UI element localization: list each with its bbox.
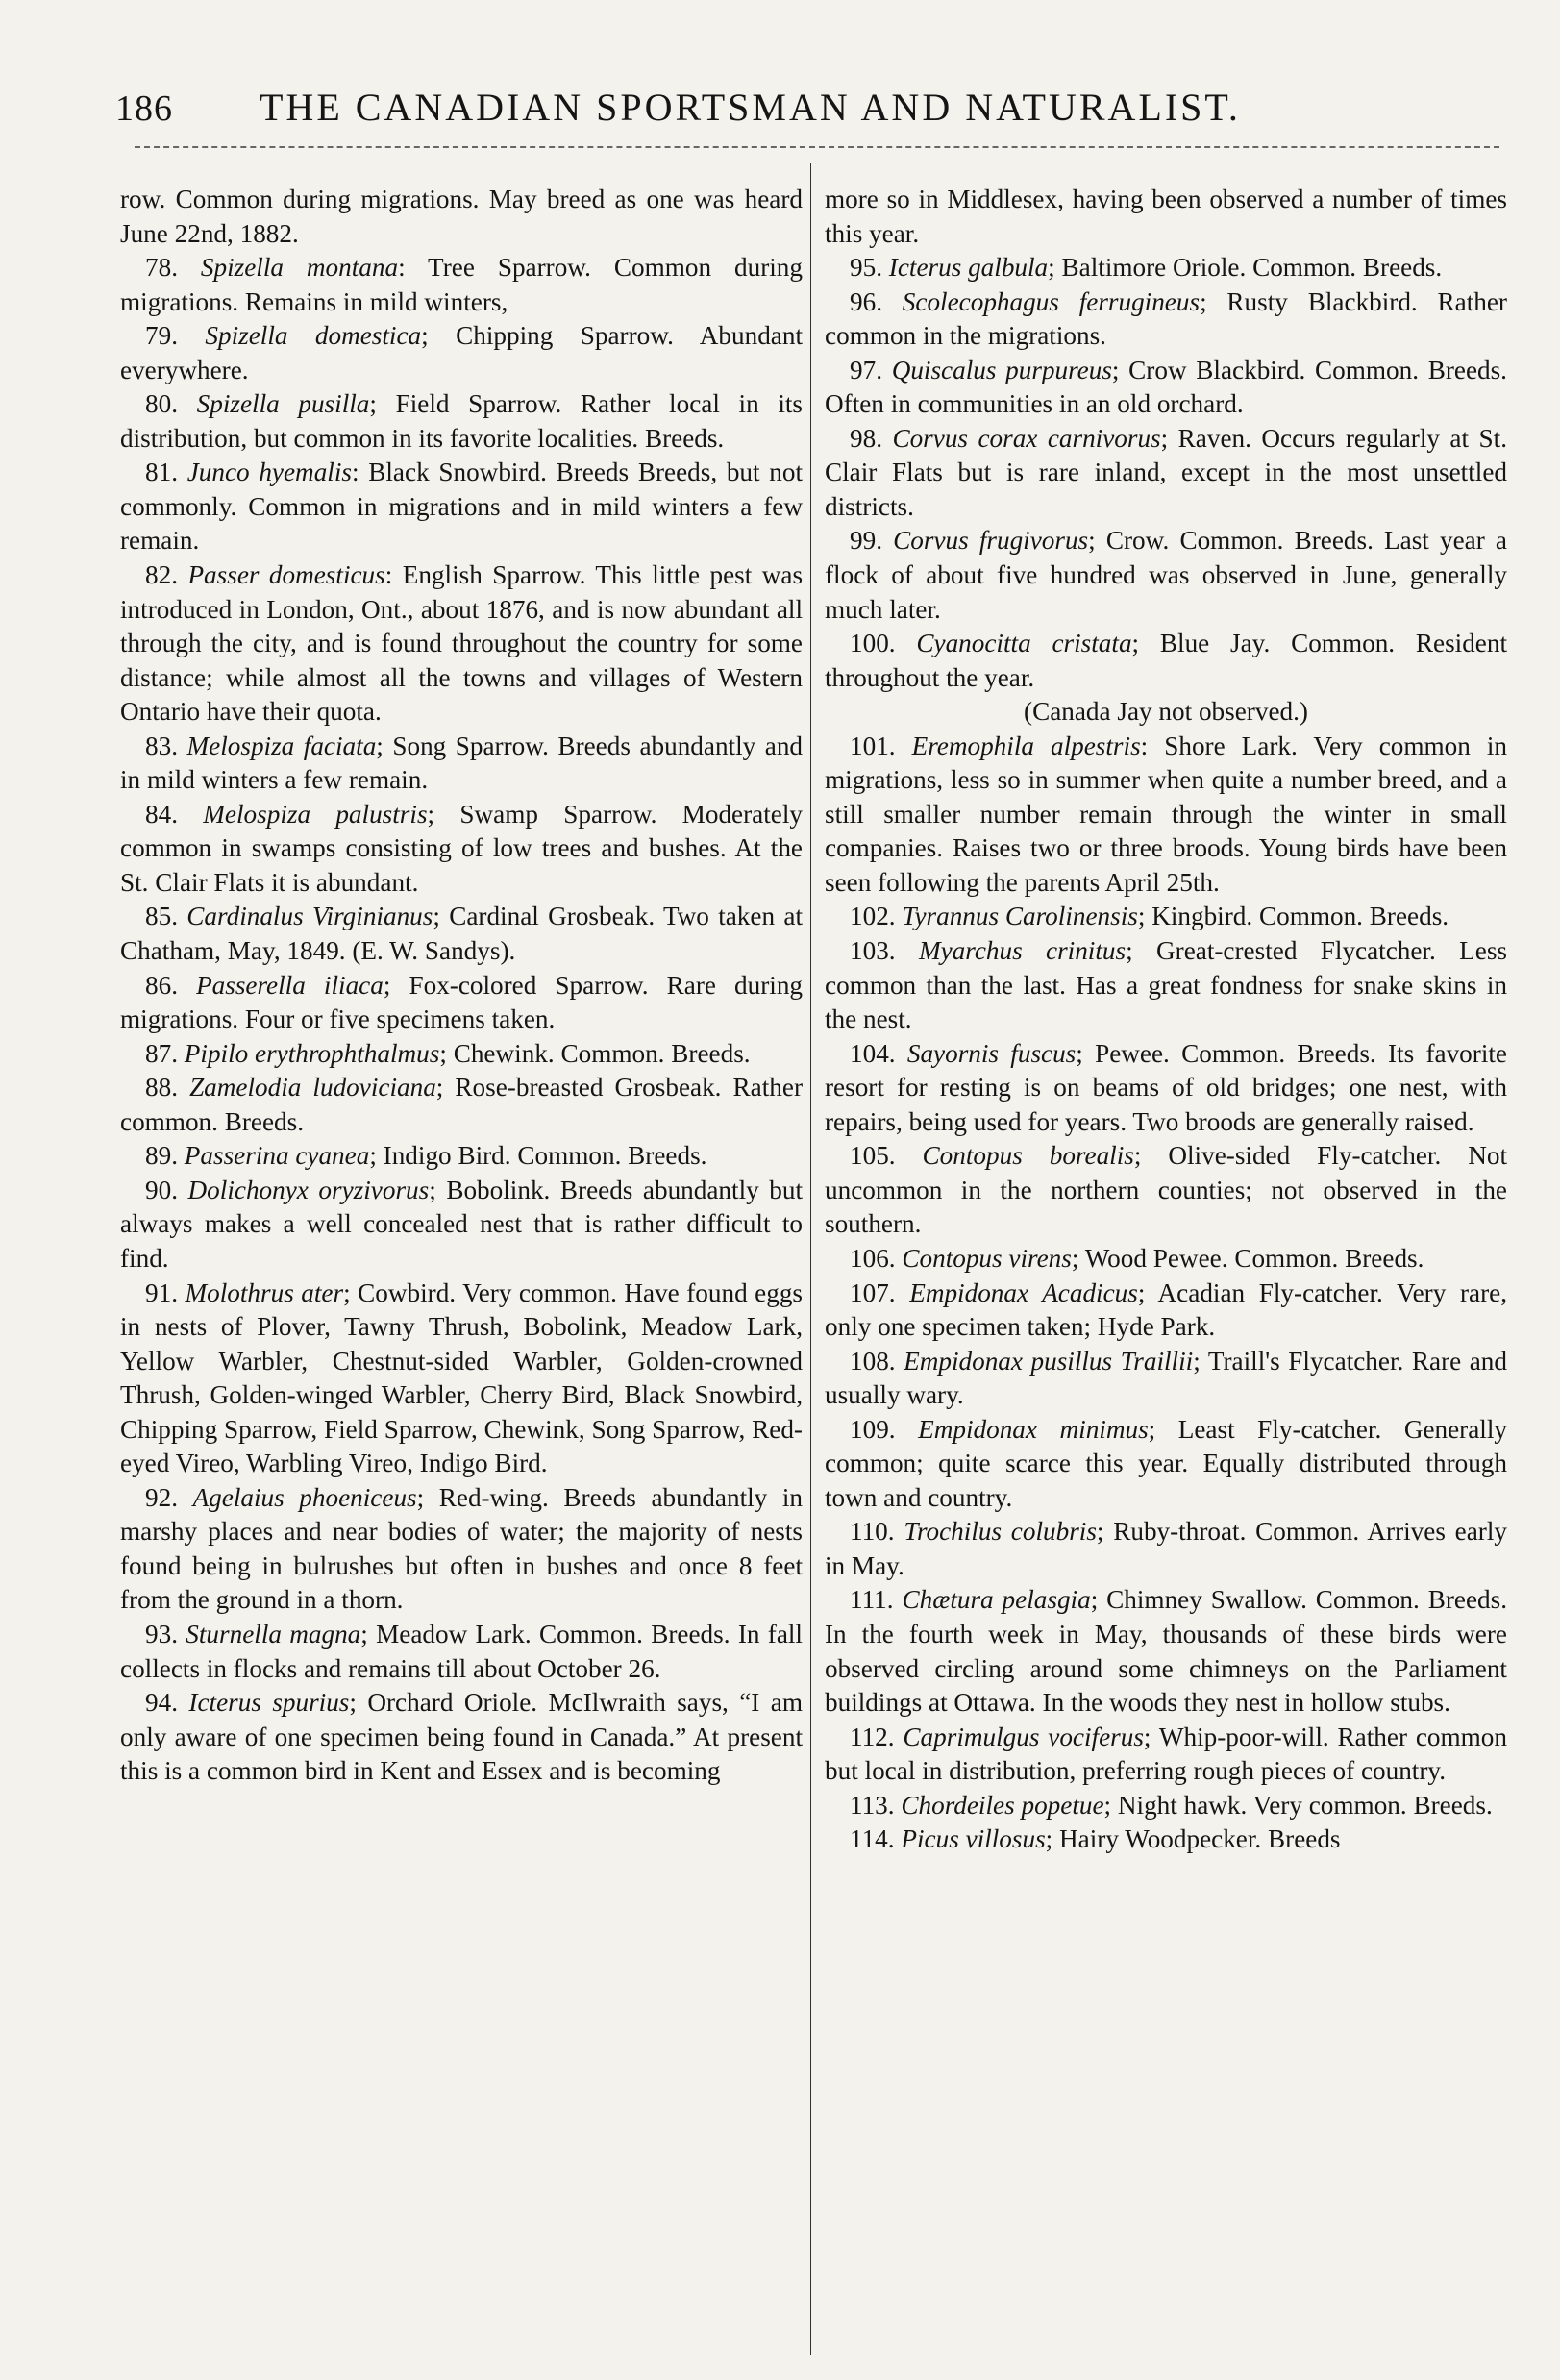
- entry-number: 89.: [145, 1141, 178, 1171]
- entry-text: ; Acadian Fly-catcher. Very rare, only one specimen taken; Hyde Park.: [825, 1277, 1507, 1342]
- scientific-name: Eremophila alpestris: [911, 731, 1141, 760]
- species-entry: [120, 900, 803, 968]
- scientific-name: Myarchus crinitus: [918, 936, 1127, 966]
- entry-number: 101.: [850, 731, 896, 760]
- scientific-name: Empidonax pusillus Traillii: [904, 1346, 1194, 1376]
- species-entry: [825, 730, 1507, 901]
- entry-number: 79.: [145, 321, 178, 351]
- species-entry: [825, 422, 1507, 525]
- species-entry: [825, 1822, 1507, 1857]
- entry-text: (Canada Jay not observed.): [1024, 697, 1308, 727]
- entry-text: row. Common during migrations. May breed as one was heard June 22nd, 1882.: [120, 185, 803, 248]
- scientific-name: Cardinalus Virginianus: [186, 902, 433, 931]
- entry-text: ; Olive-sided Fly-catcher. Not uncommon in the northern counties; not observed in the southern.: [825, 1141, 1508, 1239]
- entry-text: ; Chipping Sparrow. Abundant everywhere.: [120, 321, 804, 384]
- species-entry: [825, 1413, 1507, 1516]
- entry-text: ; Meadow Lark. Common. Breeds. In fall collects in flocks and remains till about October 26.: [120, 1619, 803, 1683]
- scientific-name: Passerella iliaca: [196, 970, 384, 1000]
- entry-text: ; Wood Pewee. Common. Breeds.: [1071, 1243, 1424, 1273]
- species-entry: [825, 1037, 1507, 1140]
- entry-text: ; Field Sparrow. Rather local in its distribution, but common in its favorite localities. Breeds.: [120, 389, 804, 453]
- scientific-name: Spizella pusilla: [196, 389, 370, 419]
- entry-number: 110.: [850, 1517, 895, 1547]
- species-entry: [120, 798, 803, 901]
- entry-number: 113.: [850, 1790, 895, 1820]
- species-entry: [825, 1789, 1507, 1823]
- running-title: THE CANADIAN SPORTSMAN AND NATURALIST.: [260, 86, 1241, 129]
- entry-text: more so in Middlesex, having been observed a number of times this year.: [825, 185, 1507, 248]
- entry-number: 78.: [145, 253, 178, 283]
- entry-number: 84.: [145, 799, 178, 829]
- scientific-name: Passer domesticus: [187, 560, 385, 590]
- entry-text: ; Chewink. Common. Breeds.: [439, 1038, 751, 1068]
- species-entry: [120, 969, 803, 1037]
- scientific-name: Dolichonyx oryzivorus: [187, 1175, 430, 1204]
- entry-text: ; Song Sparrow. Breeds abundantly and in mild winters a few remain.: [120, 731, 804, 795]
- entry-text: ; Whip-poor-will. Rather common but local in distribution, preferring rough pieces of country.: [825, 1722, 1507, 1786]
- page-number: 186: [115, 88, 173, 129]
- species-entry: [120, 251, 803, 319]
- column-divider: [810, 163, 811, 2355]
- entry-text: ; Pewee. Common. Breeds. Its favorite resort for resting is on beams of old bridges; one nest, with repairs, being used for years. Two broods are generally raised.: [825, 1038, 1507, 1136]
- entry-text: ; Rusty Blackbird. Rather common in the migrations.: [825, 286, 1507, 351]
- species-entry: [825, 934, 1507, 1037]
- scientific-name: Trochilus colubris: [904, 1517, 1097, 1547]
- entry-number: 85.: [145, 902, 178, 931]
- species-entry: [825, 354, 1507, 422]
- entry-text: ; Rose-breasted Grosbeak. Rather common. Breeds.: [120, 1073, 804, 1136]
- editorial-note: [825, 695, 1507, 730]
- entry-number: 80.: [145, 389, 178, 419]
- entry-number: 83.: [145, 731, 178, 760]
- scientific-name: Icterus galbula: [888, 253, 1049, 283]
- scientific-name: Corvus frugivorus: [893, 526, 1089, 556]
- species-entry: [120, 1618, 803, 1686]
- scientific-name: Melospiza faciata: [186, 731, 377, 760]
- scientific-name: Contopus borealis: [922, 1141, 1134, 1171]
- species-entry: [825, 524, 1507, 627]
- species-entry: [120, 1277, 803, 1481]
- scientific-name: Caprimulgus vociferus: [903, 1722, 1144, 1751]
- entry-number: 95.: [850, 253, 882, 283]
- scientific-name: Tyrannus Carolinensis: [902, 902, 1138, 931]
- scientific-name: Quiscalus purpureus: [891, 355, 1112, 384]
- entry-number: 90.: [145, 1175, 178, 1204]
- entry-text: ; Raven. Occurs regularly at St. Clair Flats but is rare inland, except in the most unsettled districts.: [825, 423, 1507, 521]
- scientific-name: Spizella domestica: [205, 321, 422, 351]
- scientific-name: Empidonax minimus: [918, 1414, 1149, 1444]
- entry-text: ; Night hawk. Very common. Breeds.: [1103, 1790, 1493, 1820]
- entry-number: 100.: [850, 629, 896, 658]
- scientific-name: Melospiza palustris: [203, 799, 428, 829]
- entry-number: 97.: [850, 355, 882, 384]
- species-entry: [825, 1515, 1507, 1583]
- scientific-name: Spizella montana: [200, 253, 399, 283]
- species-entry: [120, 1071, 803, 1139]
- species-entry: [120, 1174, 803, 1277]
- entry-number: 103.: [850, 936, 896, 966]
- species-entry: [825, 1345, 1507, 1413]
- entry-text: : Black Snowbird. Breeds Breeds, but not commonly. Common in migrations and in mild winters a few remain.: [120, 458, 804, 556]
- entry-text: ; Indigo Bird. Common. Breeds.: [369, 1141, 707, 1171]
- entry-number: 99.: [850, 526, 882, 556]
- entry-text: : Tree Sparrow. Common during migrations. Remains in mild winters,: [120, 253, 803, 316]
- entry-number: 104.: [850, 1038, 896, 1068]
- entry-number: 81.: [145, 458, 178, 487]
- entry-text: : English Sparrow. This little pest was introduced in London, Ont., about 1876, and is now abundant all through the city, and is found throughout the country for some distance; while almost all the towns and villages of Western Ontario have their quota.: [120, 560, 804, 727]
- scientific-name: Scolecophagus ferrugineus: [902, 286, 1201, 316]
- scientific-name: Picus villosus: [901, 1824, 1046, 1854]
- entry-number: 87.: [145, 1038, 178, 1068]
- scientific-name: Sayornis fuscus: [906, 1038, 1077, 1068]
- scientific-name: Junco hyemalis: [186, 458, 352, 487]
- species-entry: [825, 1277, 1507, 1345]
- entry-text: ; Least Fly-catcher. Generally common; quite scarce this year. Equally distributed through town and country.: [825, 1414, 1507, 1512]
- entry-number: 111.: [850, 1585, 894, 1615]
- species-entry: [120, 730, 803, 798]
- header-rule: [135, 146, 1499, 148]
- scientific-name: Chordeiles popetue: [901, 1790, 1104, 1820]
- entry-number: 105.: [850, 1141, 896, 1171]
- species-entry: [120, 387, 803, 456]
- scientific-name: Icterus spurius: [188, 1688, 350, 1718]
- species-entry: [825, 1242, 1507, 1277]
- entry-text: ; Chimney Swallow. Common. Breeds. In the fourth week in May, thousands of these birds were observed circling around some chimneys on the Parliament buildings at Ottawa. In the woods they nest in hollow stubs.: [825, 1585, 1508, 1718]
- entry-number: 98.: [850, 423, 882, 453]
- species-entry: [120, 319, 803, 387]
- entry-number: 92.: [145, 1482, 178, 1512]
- entry-text: ; Cardinal Grosbeak. Two taken at Chatham, May, 1849. (E. W. Sandys).: [120, 902, 803, 966]
- scientific-name: Corvus corax carnivorus: [892, 423, 1161, 453]
- entry-number: 102.: [850, 902, 896, 931]
- entry-text: ; Ruby-throat. Common. Arrives early in May.: [825, 1517, 1508, 1580]
- scientific-name: Passerina cyanea: [184, 1141, 370, 1171]
- entry-text: ; Crow Blackbird. Common. Breeds. Often in communities in an old orchard.: [825, 355, 1507, 419]
- scientific-name: Empidonax Acadicus: [909, 1277, 1138, 1307]
- species-entry: [825, 1139, 1507, 1242]
- entry-number: 82.: [145, 560, 178, 590]
- entry-number: 106.: [850, 1243, 896, 1273]
- scientific-name: Cyanocitta cristata: [916, 629, 1132, 658]
- continued-text: [825, 183, 1507, 251]
- entry-text: : Shore Lark. Very common in migrations, less so in summer when quite a number breed, and a still smaller number remain through the winter in small companies. Raises two or three broods. Young birds have been seen following the parents April 25th.: [825, 731, 1508, 897]
- continued-text: [120, 183, 803, 251]
- entry-text: ; Traill's Flycatcher. Rare and usually wary.: [825, 1346, 1507, 1410]
- species-entry: [825, 627, 1507, 695]
- entry-text: ; Hairy Woodpecker. Breeds: [1045, 1824, 1341, 1854]
- entry-number: 109.: [850, 1414, 896, 1444]
- species-entry: [120, 1686, 803, 1789]
- species-entry: [825, 1583, 1507, 1720]
- scientific-name: Contopus virens: [902, 1243, 1072, 1273]
- scientific-name: Pipilo erythrophthalmus: [184, 1038, 440, 1068]
- entry-number: 107.: [850, 1277, 896, 1307]
- entry-number: 114.: [850, 1824, 895, 1854]
- page-header: [115, 85, 1499, 142]
- species-entry: [825, 1721, 1507, 1789]
- entry-number: 88.: [145, 1073, 178, 1103]
- scientific-name: Chætura pelasgia: [902, 1585, 1091, 1615]
- entry-text: ; Baltimore Oriole. Common. Breeds.: [1048, 253, 1443, 283]
- entry-text: ; Great-crested Flycatcher. Less common than the last. Has a great fondness for snake skins in the nest.: [825, 936, 1507, 1034]
- entry-text: ; Red-wing. Breeds abundantly in marshy places and near bodies of water; the majority of nests found being in bulrushes but often in bushes and once 8 feet from the ground in a thorn.: [120, 1482, 803, 1615]
- species-entry: [120, 456, 803, 558]
- entry-number: 112.: [850, 1722, 895, 1751]
- entry-number: 93.: [145, 1619, 178, 1649]
- scientific-name: Zamelodia ludoviciana: [189, 1073, 436, 1103]
- entry-number: 91.: [145, 1277, 178, 1307]
- entry-number: 94.: [145, 1688, 178, 1718]
- scientific-name: Molothrus ater: [185, 1277, 344, 1307]
- species-entry: [120, 558, 803, 730]
- entry-text: ; Crow. Common. Breeds. Last year a flock of about five hundred was observed in June, generally much later.: [825, 526, 1507, 624]
- entry-text: ; Blue Jay. Common. Resident throughout the year.: [825, 629, 1508, 692]
- species-entry: [120, 1481, 803, 1618]
- species-entry: [825, 900, 1507, 934]
- entry-number: 108.: [850, 1346, 896, 1376]
- entry-number: 96.: [850, 286, 882, 316]
- entry-text: ; Fox-colored Sparrow. Rare during migrations. Four or five specimens taken.: [120, 970, 804, 1034]
- entry-text: ; Swamp Sparrow. Moderately common in swamps consisting of low trees and bushes. At the St. Clair Flats it is abundant.: [120, 799, 803, 897]
- scientific-name: Sturnella magna: [186, 1619, 361, 1649]
- scientific-name: Agelaius phoeniceus: [192, 1482, 417, 1512]
- species-entry: [825, 285, 1507, 354]
- entry-text: ; Bobolink. Breeds abundantly but always makes a well concealed nest that is rather difficult to find.: [120, 1175, 804, 1273]
- entry-text: ; Cowbird. Very common. Have found eggs in nests of Plover, Tawny Thrush, Bobolink, Meadow Lark, Yellow Warbler, Chestnut-sided Warbler, Golden-crowned Thrush, Golden-winged Warbler, Cherry Bird, Black Snowbird, Chipping Sparrow, Field Sparrow, Chewink, Song Sparrow, Red-eyed Vireo, Warbling Vireo, Indigo Bird.: [120, 1277, 803, 1478]
- right-column: [825, 183, 1507, 2355]
- entry-number: 86.: [145, 970, 178, 1000]
- species-entry: [120, 1139, 803, 1174]
- entry-text: ; Kingbird. Common. Breeds.: [1137, 902, 1449, 931]
- species-entry: [825, 251, 1507, 285]
- left-column: [120, 183, 803, 2355]
- entry-text: ; Orchard Oriole. McIlwraith says, “I am only aware of one specimen being found in Canada.” At present this is a common bird in Kent and Essex and is becoming: [120, 1688, 803, 1786]
- species-entry: [120, 1037, 803, 1072]
